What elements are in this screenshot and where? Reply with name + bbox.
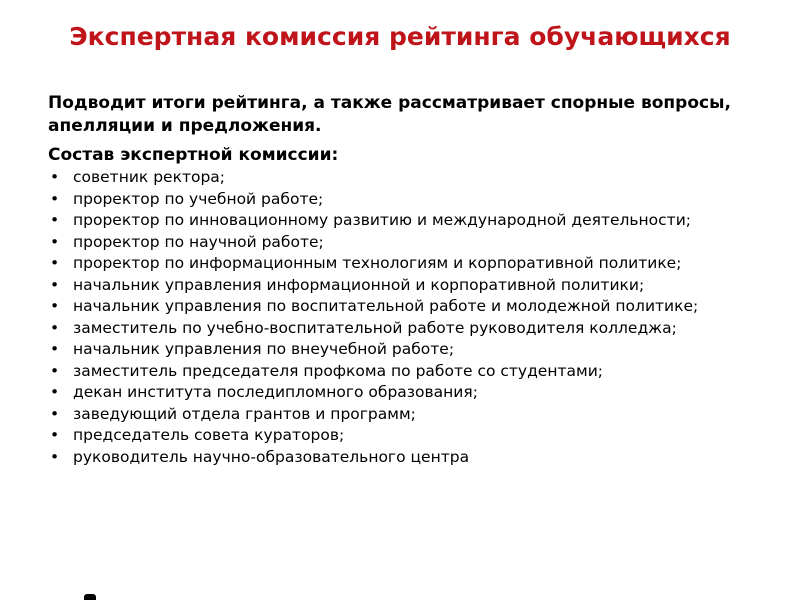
bullet-icon: • bbox=[50, 211, 60, 229]
list-item bbox=[48, 210, 748, 232]
list-item bbox=[48, 404, 748, 426]
member-text: декан института последипломного образования; bbox=[73, 383, 478, 401]
member-text: проректор по научной работе; bbox=[73, 232, 324, 251]
list-item bbox=[48, 447, 748, 469]
bullet-icon: • bbox=[50, 383, 60, 401]
list-item bbox=[48, 189, 748, 211]
bullet-icon: • bbox=[50, 447, 60, 466]
member-list bbox=[48, 167, 748, 468]
bullet-icon: • bbox=[50, 232, 60, 251]
member-text: проректор по инновационному развитию и международной деятельности; bbox=[73, 211, 692, 229]
member-text: заместитель по учебно-воспитательной работе руководителя колледжа; bbox=[73, 318, 677, 337]
member-text: проректор по учебной работе; bbox=[73, 189, 324, 208]
list-item bbox=[48, 296, 748, 318]
bullet-icon: • bbox=[50, 340, 60, 358]
list-item bbox=[48, 425, 748, 447]
list-item bbox=[48, 339, 748, 361]
list-item bbox=[48, 167, 748, 189]
bullet-icon: • bbox=[50, 361, 60, 380]
list-item bbox=[48, 382, 748, 404]
slide-title: Экспертная комиссия рейтинга обучающихся bbox=[69, 22, 731, 51]
bullet-icon: • bbox=[50, 297, 60, 315]
list-item bbox=[48, 361, 748, 383]
bullet-icon: • bbox=[50, 254, 60, 272]
member-text: заместитель председателя профкома по работе со студентами; bbox=[73, 361, 603, 380]
bullet-icon: • bbox=[50, 318, 60, 337]
list-item bbox=[48, 232, 748, 254]
list-item bbox=[48, 253, 748, 275]
bullet-icon: • bbox=[50, 426, 60, 444]
member-text: руководитель научно-образовательного центра bbox=[73, 447, 470, 466]
member-text: заведующий отдела грантов и программ; bbox=[73, 404, 416, 423]
list-item bbox=[48, 275, 748, 297]
bullet-icon: • bbox=[50, 168, 60, 186]
member-text: начальник управления по воспитательной работе и молодежной политике; bbox=[73, 297, 699, 315]
bullet-icon: • bbox=[50, 189, 60, 208]
intro-paragraph: Подводит итоги рейтинга, а также рассматривает спорные вопросы, апелляции и предложения. bbox=[48, 93, 731, 136]
composition-heading: Состав экспертной комиссии: bbox=[48, 145, 339, 165]
member-text: председатель совета кураторов; bbox=[73, 426, 345, 444]
cutoff-glyph-fragment bbox=[84, 594, 96, 600]
member-text: советник ректора; bbox=[73, 168, 226, 186]
slide-content bbox=[48, 92, 748, 468]
bullet-icon: • bbox=[50, 275, 60, 294]
member-text: начальник управления по внеучебной работе; bbox=[73, 340, 455, 358]
list-item bbox=[48, 318, 748, 340]
bullet-icon: • bbox=[50, 404, 60, 423]
member-text: начальник управления информационной и корпоративной политики; bbox=[73, 275, 645, 294]
member-text: проректор по информационным технологиям и корпоративной политике; bbox=[73, 254, 682, 272]
